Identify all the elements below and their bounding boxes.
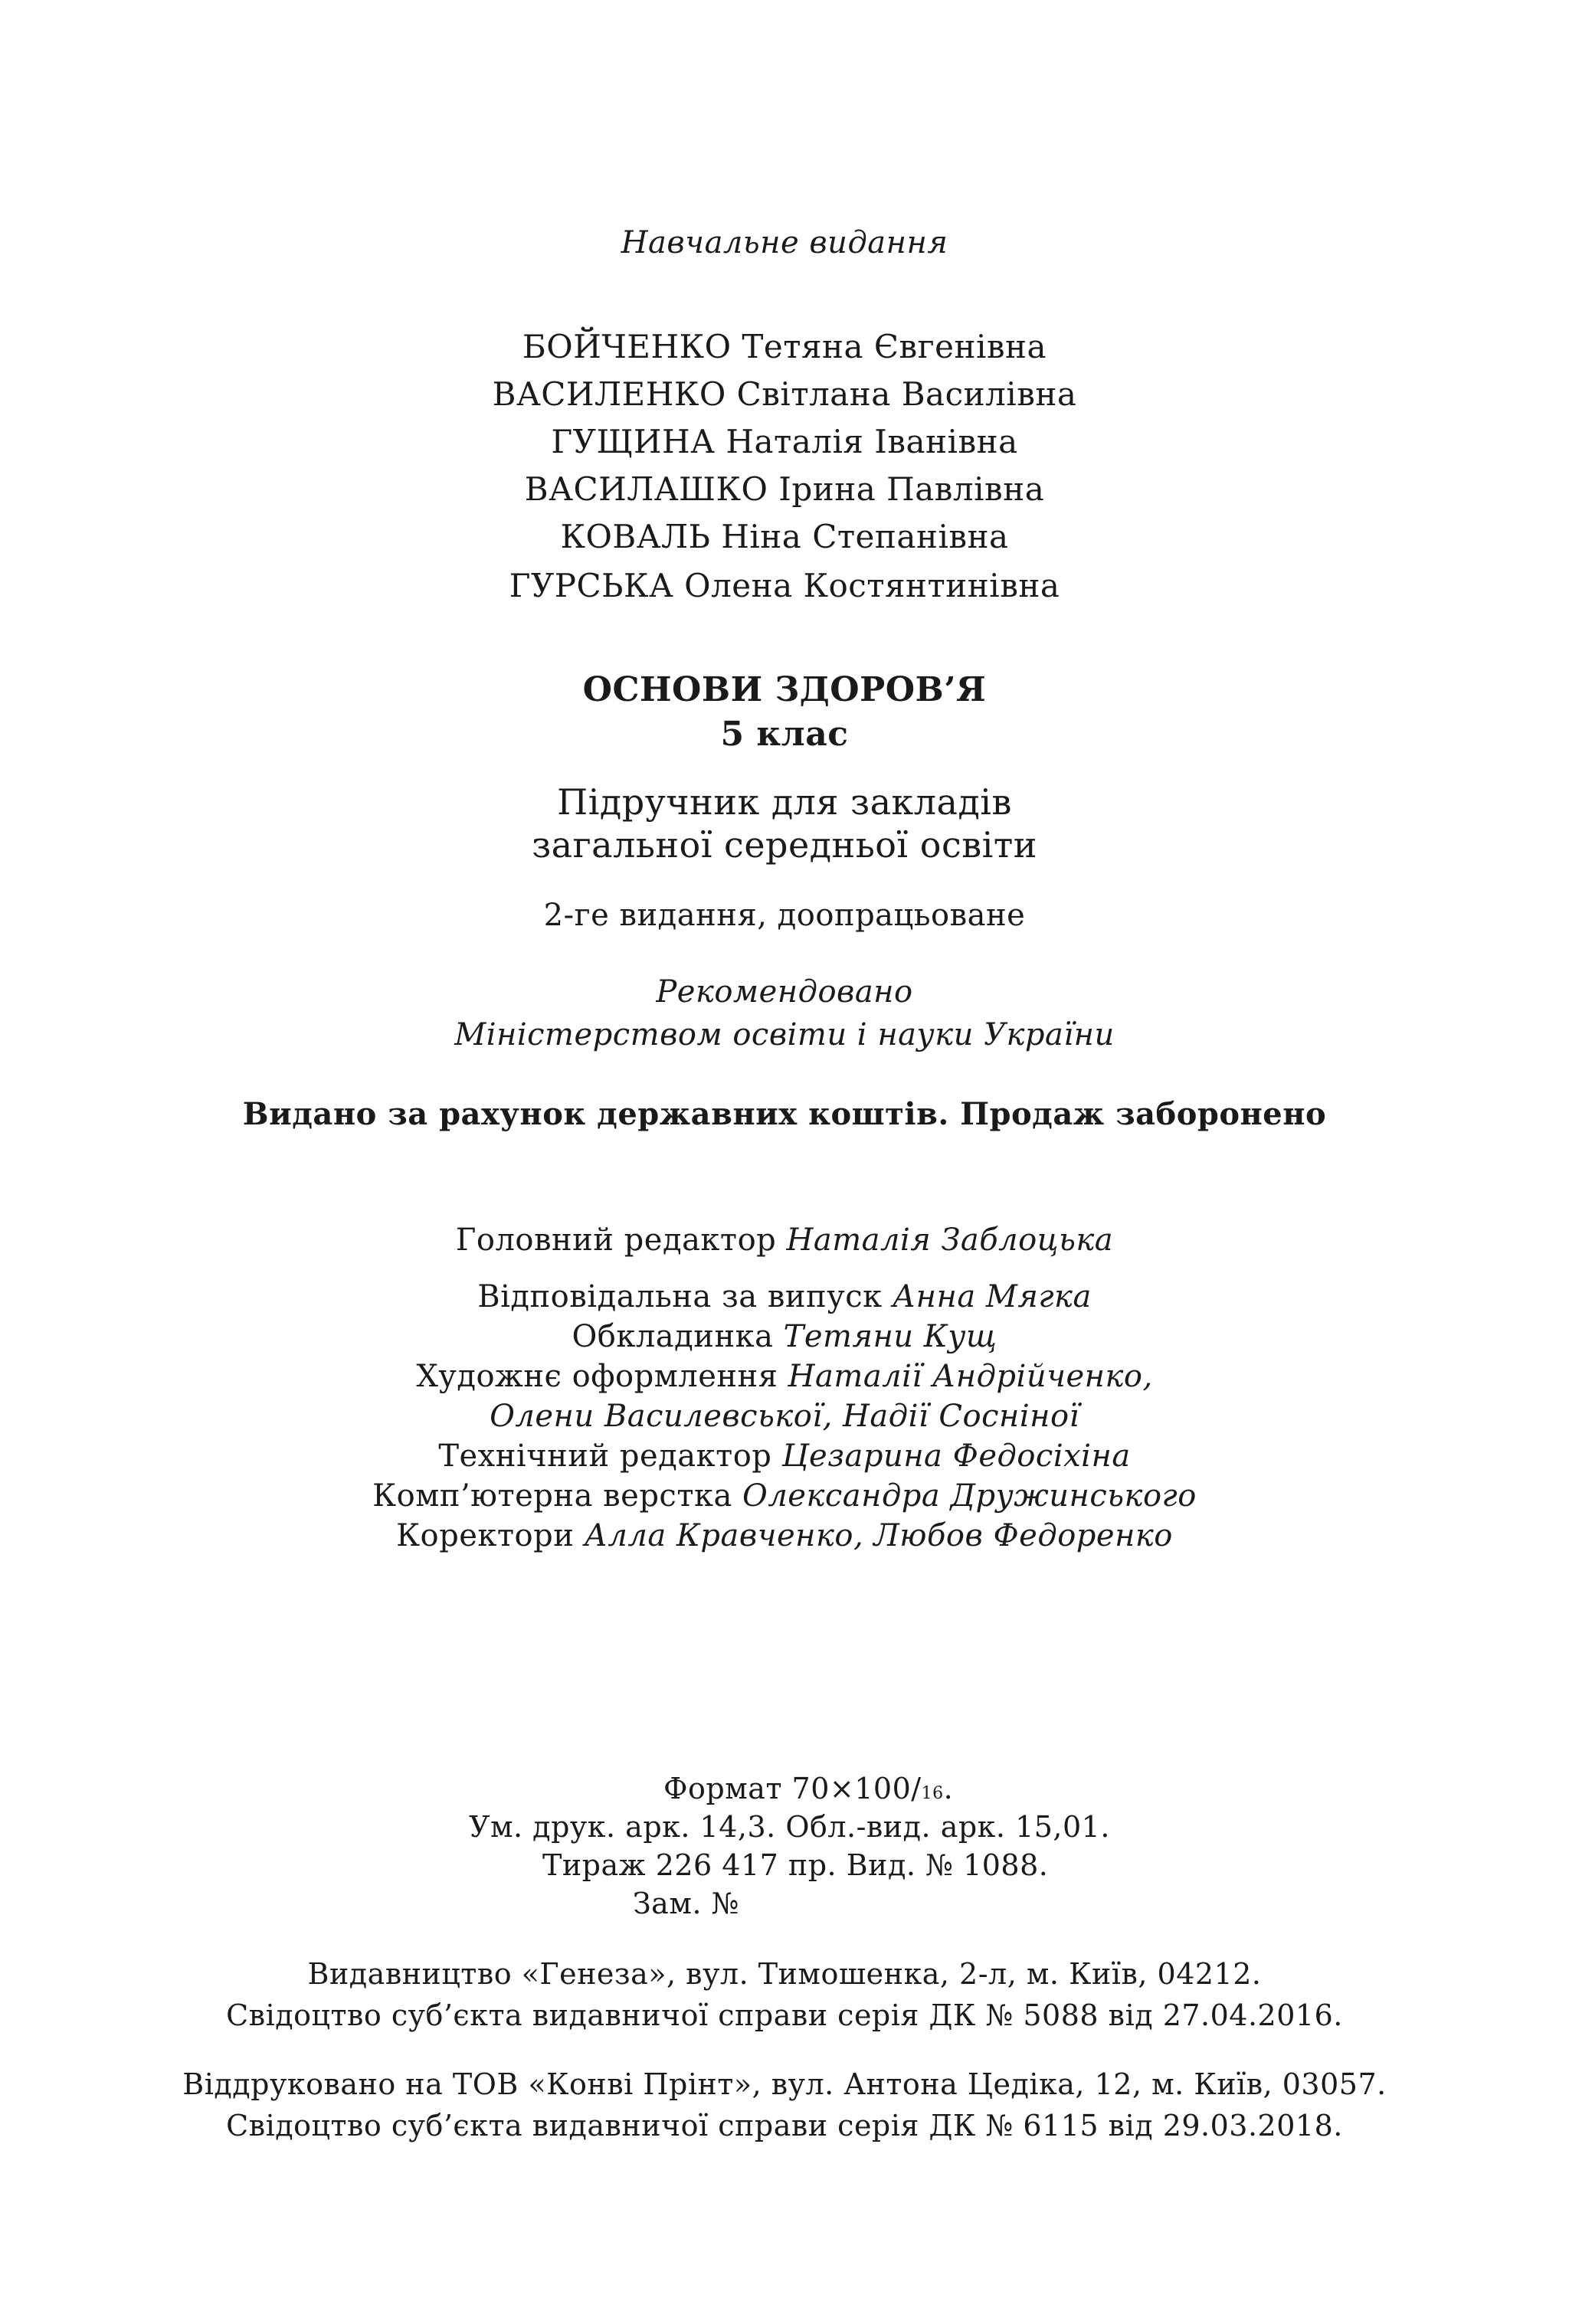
printer-line-1: Віддруковано на ТОВ «Конві Прінт», вул. Антона Цедіка, 12, м. Київ, 03057. [182,2067,1387,2101]
credit-line [0,1216,1569,1264]
credit-person: Олександра Дружинського [742,1478,1197,1514]
credit-role: Обкладинка [572,1319,784,1354]
sheets-line: Ум. друк. арк. 14,3. Обл.-вид. арк. 15,01. [469,1810,1110,1844]
author-name: БОЙЧЕНКО Тетяна Євгенівна [522,328,1047,365]
format-fraction: 16 [921,1784,944,1803]
book-title: ОСНОВИ ЗДОРОВ’Я [582,670,987,709]
credit-person: Алла Кравченко, Любов Федоренко [584,1518,1173,1553]
credit-person: Тетяни Кущ [783,1319,997,1354]
grade-label: 5 клас [720,715,849,754]
credit-person: Анна Мягка [892,1279,1092,1314]
subtitle-line-1: Підручник для закладів [557,781,1012,823]
publisher-line-2: Свідоцтво суб’єкта видавничої справи серія ДК № 5088 від 27.04.2016. [226,1998,1343,2032]
credit-line [0,1512,1569,1560]
credit-role: Комп’ютерна верстка [372,1478,743,1514]
author-name: ГУРСЬКА Олена Костянтинівна [509,567,1060,604]
author-name: ГУЩИНА Наталія Іванівна [551,423,1018,460]
credit-role: Технічний редактор [438,1439,782,1474]
credit-role: Коректори [396,1518,585,1553]
funding-notice: Видано за рахунок державних коштів. Продаж заборонено [242,1096,1327,1132]
recommended-line-2: Міністерством освіти і науки України [454,1017,1115,1052]
publisher-line-1: Видавництво «Генеза», вул. Тимошенка, 2-л, м. Київ, 04212. [307,1957,1262,1991]
printer-line-2: Свідоцтво суб’єкта видавничої справи серія ДК № 6115 від 29.03.2018. [226,2109,1343,2142]
subtitle-line-2: загальної середньої освіти [532,824,1037,866]
credit-role: Головний редактор [455,1223,787,1258]
credit-person: Цезарина Федосіхіна [781,1439,1131,1474]
edition-type: Навчальне видання [621,225,948,260]
format-prefix: Формат 70×100/ [663,1772,922,1805]
edition-label: 2-ге видання, доопрацьоване [543,898,1026,933]
credit-person: Олени Василевської, Надії Сосніної [490,1399,1079,1434]
format-line [663,1769,953,1813]
author-name: ВАСИЛАШКО Ірина Павлівна [524,470,1045,508]
credit-role: Відповідальна за випуск [477,1279,893,1314]
order-line: Зам. № [633,1887,740,1920]
format-suffix: . [943,1772,954,1805]
print-run-line: Тираж 226 417 пр. Вид. № 1088. [542,1848,1049,1882]
recommended-line-1: Рекомендовано [656,974,913,1010]
credit-role: Художнє оформлення [416,1359,788,1394]
author-name: ВАСИЛЕНКО Світлана Василівна [492,375,1077,413]
credit-person: Наталія Заблоцька [786,1223,1114,1258]
credit-person: Наталії Андрійченко, [788,1359,1153,1394]
author-name: КОВАЛЬ Ніна Степанівна [560,518,1009,555]
